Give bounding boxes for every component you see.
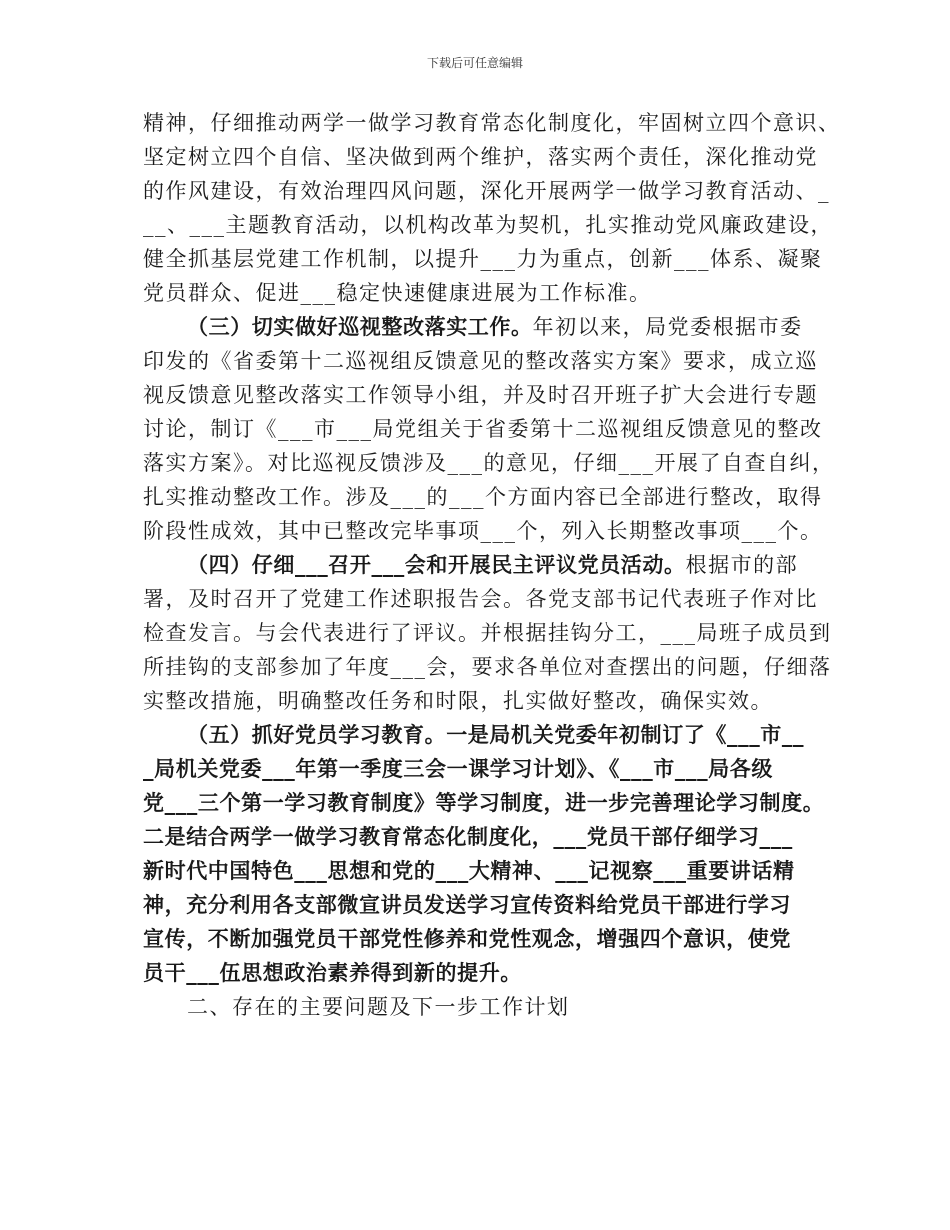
text-line: 二是结合两学一做学习教育常态化制度化，___党员干部仔细学习___	[143, 825, 793, 849]
paragraph-2	[143, 310, 835, 548]
text-line: 讨论，制订《___市___局党组关于省委第十二巡视组反馈意见的整改	[143, 417, 823, 441]
paragraph-4	[143, 718, 823, 990]
text-line: 所挂钩的支部参加了年度___会，要求各单位对查摆出的问题，仔细落	[143, 655, 832, 679]
text-line: 扎实推动整改工作。涉及___的___个方面内容已全部进行整改，取得	[143, 485, 823, 509]
document-body	[143, 106, 841, 1024]
text-line: __、___主题教育活动，以机构改革为契机，扎实推动党风廉政建设，	[143, 213, 833, 237]
section-heading: （三）切实做好巡视整改落实工作。	[187, 315, 533, 339]
text-run: 根据市的部	[685, 553, 799, 577]
paragraph-1	[143, 106, 841, 310]
text-line: 员干___伍思想政治素养得到新的提升。	[143, 961, 522, 985]
text-run: 年初以来，局党委根据市委	[532, 315, 803, 339]
text-line: 实整改措施，明确整改任务和时限，扎实做好整改，确保实效。	[143, 689, 773, 713]
page-header: 下载后可任意编辑	[426, 56, 523, 70]
text-line: 精神，仔细推动两学一做学习教育常态化制度化，牢固树立四个意识、	[143, 111, 841, 135]
text-line: 新时代中国特色___思想和党的___大精神、___记视察___重要讲话精	[143, 859, 795, 883]
text-line: 视反馈意见整改落实工作领导小组，并及时召开班子扩大会进行专题	[143, 383, 818, 407]
text-line: 落实方案》。对比巡视反馈涉及___的意见，仔细___开展了自查自纠，	[143, 451, 835, 475]
text-line: 宣传，不断加强党员干部党性修养和党性观念，增强四个意识，使党	[143, 927, 791, 951]
text-line: 署，及时召开了党建工作述职报告会。各党支部书记代表班子作对比	[143, 587, 818, 611]
text-line: 党员群众、促进___稳定快速健康进展为工作标准。	[143, 281, 652, 305]
text-line: 坚定树立四个自信、坚决做到两个维护，落实两个责任，深化推动党	[143, 145, 818, 169]
paragraph-3	[143, 548, 832, 718]
text-line: 检查发言。与会代表进行了评议。并根据挂钩分工，___局班子成员到	[143, 621, 832, 645]
text-line: 神，充分利用各支部微宣讲员发送学习宣传资料给党员干部进行学习	[143, 893, 791, 917]
text-line	[143, 310, 823, 344]
text-line: 党___三个第一学习教育制度》等学习制度，进一步完善理论学习制度。	[143, 791, 825, 815]
text-line: 的作风建设，有效治理四风问题，深化开展两学一做学习教育活动、_	[143, 179, 830, 203]
text-line: _局机关党委___年第一季度三会一课学习计划》、《___市___局各级	[143, 757, 773, 781]
text-line: 印发的《省委第十二巡视组反馈意见的整改落实方案》要求，成立巡	[143, 349, 818, 373]
text-line: 阶段性成效，其中已整改完毕事项___个，列入长期整改事项___个。	[143, 519, 823, 543]
section-heading: （四）仔细___召开___会和开展民主评议党员活动。	[187, 553, 686, 577]
section-title: 二、存在的主要问题及下一步工作计划	[187, 995, 570, 1019]
text-line	[143, 548, 823, 582]
text-line: （五）抓好党员学习教育。一是局机关党委年初制订了《___市__	[187, 723, 805, 747]
text-line: 健全抓基层党建工作机制，以提升___力为重点，创新___体系、凝聚	[143, 247, 823, 271]
